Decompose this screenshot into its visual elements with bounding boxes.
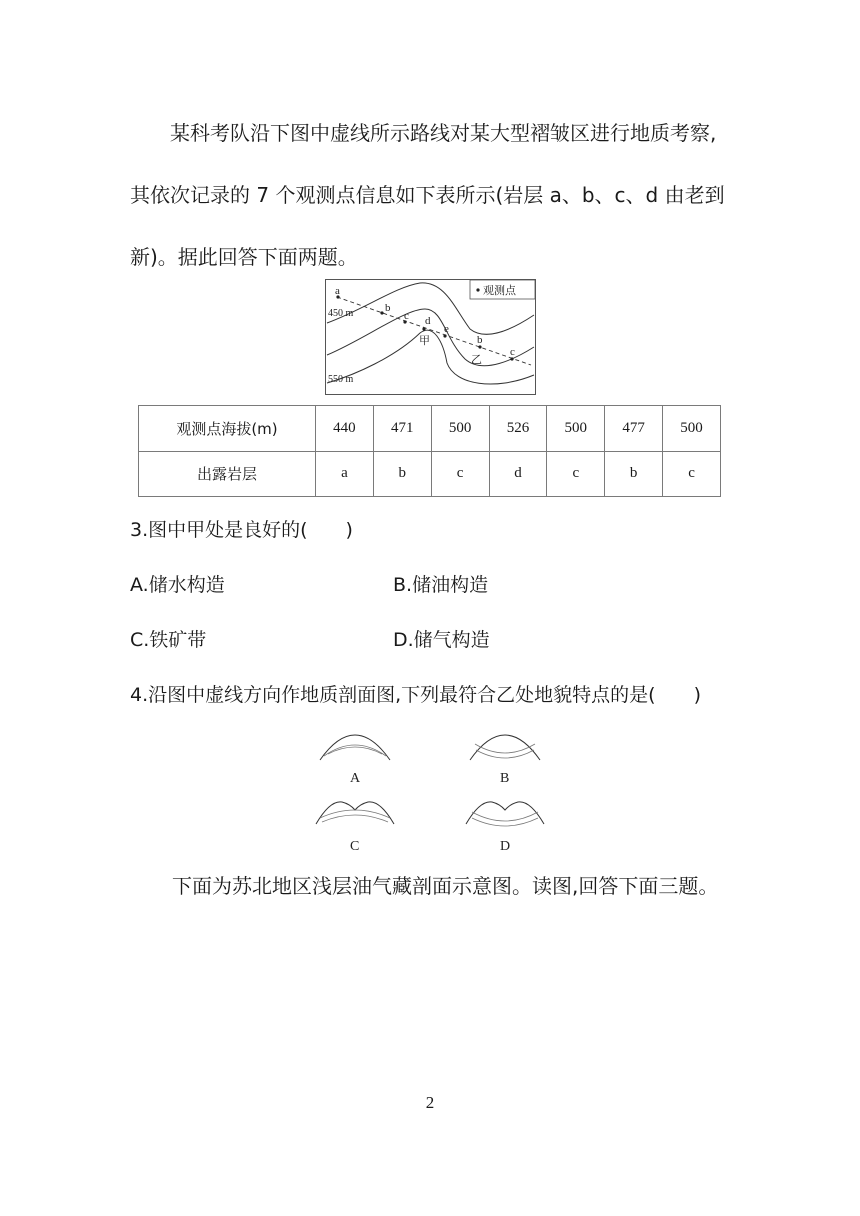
legend-dot [476,288,479,291]
profile-option-a[interactable] [310,720,400,790]
point-label-d: d [425,315,431,327]
point-label-a: a [335,285,340,297]
profile-label-b: B [500,771,510,786]
table-cell: b [605,451,663,497]
table-cell: 500 [663,406,721,452]
profile-option-c[interactable] [310,788,400,858]
next-section-intro: 下面为苏北地区浅层油气藏剖面示意图。读图,回答下面三题。 [172,874,719,898]
table-row-strata [139,451,721,497]
table-cell: 500 [431,406,489,452]
table-cell: 471 [373,406,431,452]
intro-line-3: 新)。据此回答下面两题。 [130,245,358,269]
question-4-stem: 4.沿图中虚线方向作地质剖面图,下列最符合乙处地貌特点的是( ) [130,684,701,706]
q3-option-a[interactable]: A.储水构造 [130,574,225,596]
profile-label-c: C [350,839,360,854]
legend-label: 观测点 [483,284,516,297]
table-cell: d [489,451,547,497]
intro-paragraph [130,102,730,288]
q3-option-b[interactable]: B.储油构造 [393,574,489,596]
profile-label-d: D [500,839,511,854]
place-label-yi: 乙 [471,353,482,366]
table-cell: 477 [605,406,663,452]
profile-label-a: A [350,771,361,786]
table-cell: a [316,451,374,497]
observation-table [138,405,721,497]
point-label-c: c [404,310,409,322]
profile-option-b[interactable] [460,720,550,790]
fold-contour-map [325,279,536,395]
table-row-elevation [139,406,721,452]
intro-line-2: 其依次记录的 7 个观测点信息如下表所示(岩层 a、b、c、d 由老到 [130,183,725,207]
q3-option-c[interactable]: C.铁矿带 [130,629,207,651]
table-cell: c [431,451,489,497]
place-label-jia: 甲 [419,334,430,347]
table-cell: 440 [316,406,374,452]
point-label-b2: b [477,334,483,346]
table-cell: 526 [489,406,547,452]
table-cell: 500 [547,406,605,452]
contour-label-450: 450 m [328,308,354,319]
table-cell: b [373,451,431,497]
q3-option-d[interactable]: D.储气构造 [393,629,490,651]
table-header-elevation: 观测点海拔(m) [139,406,316,452]
intro-line-1: 某科考队沿下图中虚线所示路线对某大型褶皱区进行地质考察, [170,121,717,145]
point-label-e: e [444,323,449,335]
point-label-c2: c [510,346,515,358]
point-label-b: b [385,302,391,314]
profile-option-d[interactable] [460,788,550,858]
page-number: 2 [425,1093,435,1112]
contour-label-550: 550 m [328,374,354,385]
table-header-strata: 出露岩层 [139,451,316,497]
table-cell: c [547,451,605,497]
table-cell: c [663,451,721,497]
question-3-stem: 3.图中甲处是良好的( ) [130,519,353,541]
